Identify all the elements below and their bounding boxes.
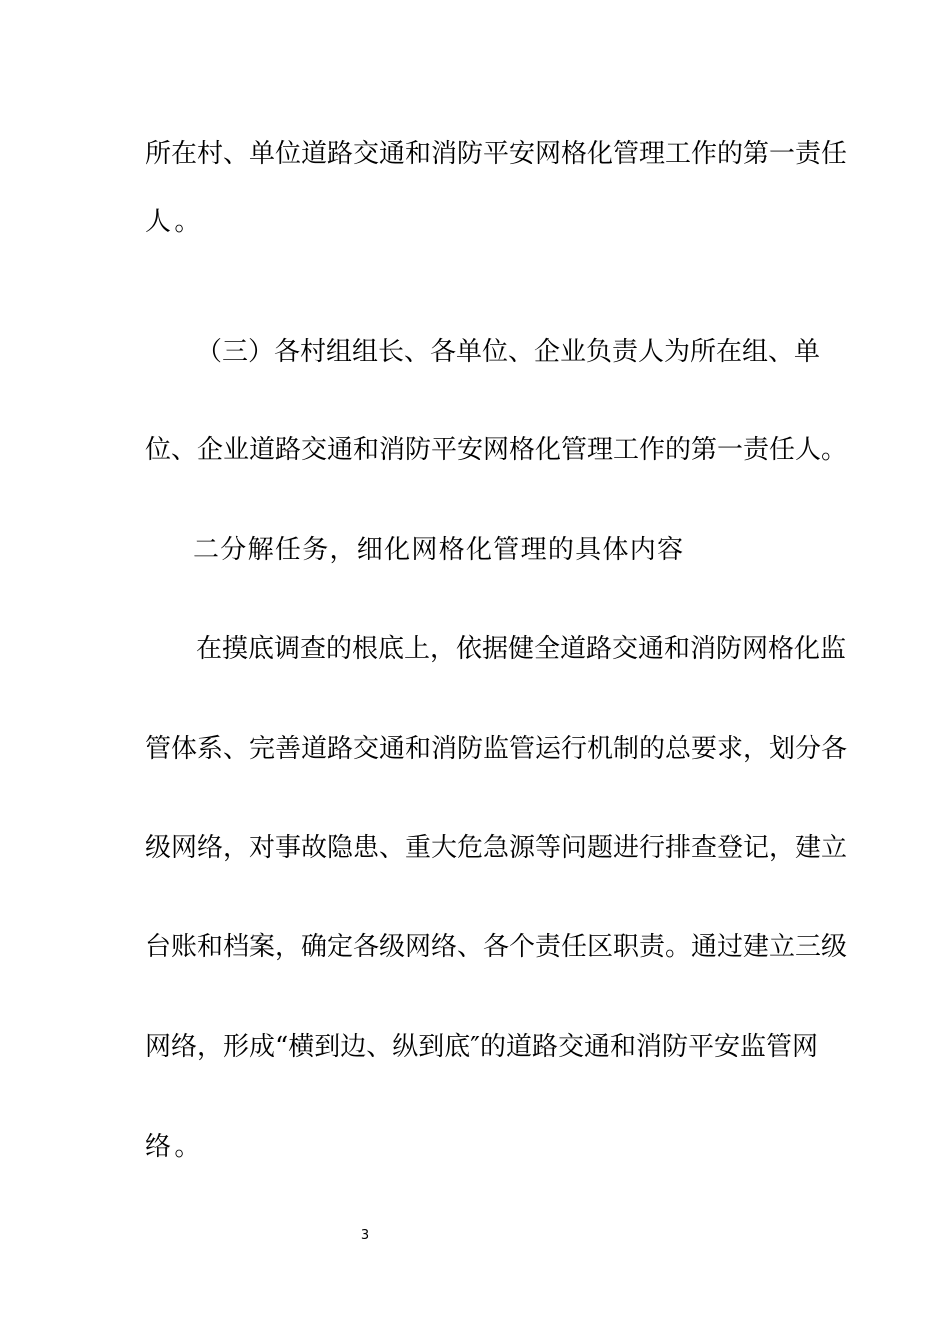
paragraph-line: 级网络，对事故隐患、重大危急源等问题进行排查登记，建立 [145,833,848,863]
paragraph-line: 所在村、单位道路交通和消防平安网格化管理工作的第一责任 [145,139,848,169]
paragraph-line: 管体系、完善道路交通和消防监管运行机制的总要求，划分各 [145,734,848,764]
paragraph-line: 网络，形成“横到边、纵到底″的道路交通和消防平安监管网 [145,1032,819,1062]
paragraph-line: 台账和档案，确定各级网络、各个责任区职责。通过建立三级 [145,932,848,962]
paragraph-line: 在摸底调查的根底上，依据健全道路交通和消防网格化监 [196,634,847,664]
paragraph-line: 位、企业道路交通和消防平安网格化管理工作的第一责任人。 [145,435,848,465]
paragraph-line: 络。 [145,1132,204,1162]
paragraph-line: （三）各村组组长、各单位、企业负责人为所在组、单 [196,337,821,367]
page-number: 3 [360,1228,370,1243]
section-heading: 二分解任务，细化网格化管理的具体内容 [193,535,685,565]
paragraph-line: 人。 [145,207,204,237]
